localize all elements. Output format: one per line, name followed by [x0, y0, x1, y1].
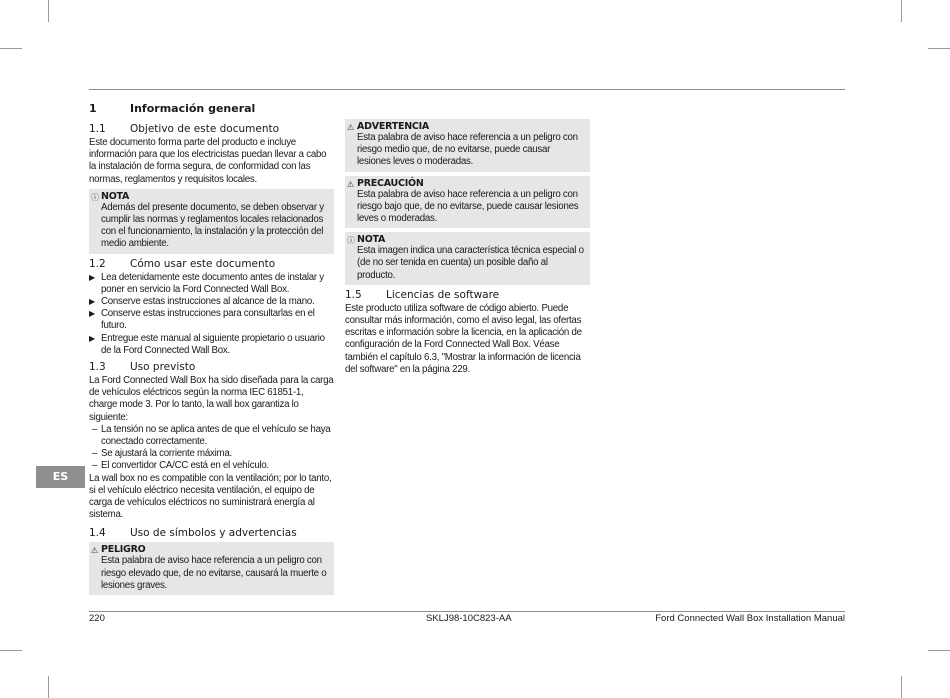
- triangle-bullet-icon: ▶: [89, 309, 95, 319]
- paragraph: Este documento forma parte del producto e incluye información para que los electricistas puedan llevar a cabo la instalación de forma segura, de conformidad con las normas, reglamentos y requisitos locales.: [89, 137, 327, 185]
- dash-list: [89, 424, 334, 473]
- paragraph: La Ford Connected Wall Box ha sido diseñada para la carga de vehículos eléctricos según la norma IEC 61851-1, charge mode 3. Por lo tanto, la wall box garantiza lo siguiente:: [89, 375, 334, 423]
- list-item: – Se ajustará la corriente máxima.: [92, 448, 232, 460]
- triangle-bullet-icon: ▶: [89, 297, 95, 307]
- document-code: SKLJ98-10C823-AA: [426, 613, 512, 624]
- note-box: ⓘ NOTA Además del presente documento, se deben observar y cumplir las normas y reglamentos locales relacionados con el funcionamiento, la instalación y la protección del medio ambiente.: [89, 189, 334, 254]
- list-item: ▶ Entregue este manual al siguiente propietario o usuario de la Ford Connected Wall Box.: [89, 332, 325, 356]
- crop-mark: [0, 48, 22, 49]
- step-list: [89, 272, 334, 357]
- list-item: ▶ Conserve estas instrucciones al alcance de la mano.: [89, 296, 315, 308]
- subsection-heading: 1.4 Uso de símbolos y advertencias: [89, 527, 297, 540]
- header-rule: [89, 89, 845, 90]
- triangle-bullet-icon: ▶: [89, 333, 95, 343]
- note-box: ⓘ NOTA Esta imagen indica una característica técnica especial o (de no ser tenida en cuenta) un posible daño al producto.: [345, 232, 590, 285]
- page-number: 220: [89, 613, 105, 624]
- info-icon: ⓘ: [91, 192, 99, 202]
- triangle-bullet-icon: ▶: [89, 272, 95, 282]
- info-icon: ⓘ: [347, 236, 355, 246]
- left-column: [89, 100, 334, 599]
- right-column: [345, 117, 590, 376]
- warning-triangle-icon: ⚠: [91, 546, 98, 556]
- crop-mark: [928, 48, 950, 49]
- list-item: ▶ Conserve estas instrucciones para consultarlas en el futuro.: [89, 308, 315, 332]
- crop-mark: [901, 676, 902, 698]
- manual-title: Ford Connected Wall Box Installation Manual: [655, 613, 845, 624]
- subsection-heading: 1.1 Objetivo de este documento: [89, 123, 280, 135]
- paragraph: Este producto utiliza software de código abierto. Puede consultar más información, como el aviso legal, las ofertas escritas e información sobre la licencia, en la aplicación de configuración de la Ford Connected Wall Box. Véase también el capítulo 6.3, "Mostrar la información de licencia del software" en la página 229.: [345, 302, 582, 375]
- crop-mark: [48, 676, 49, 698]
- danger-box: ⚠ PELIGRO Esta palabra de aviso hace referencia a un peligro con riesgo elevado que, de no evitarse, causará la muerte o lesiones graves.: [89, 542, 334, 595]
- list-item: – El convertidor CA/CC está en el vehículo.: [92, 460, 269, 472]
- crop-mark: [901, 0, 902, 22]
- list-item: ▶ Lea detenidamente este documento antes de instalar y poner en servicio la Ford Connected Wall Box.: [89, 271, 324, 295]
- list-item: – La tensión no se aplica antes de que el vehículo se haya conectado correctamente.: [92, 423, 331, 448]
- footer-rule: [89, 611, 845, 612]
- paragraph: La wall box no es compatible con la ventilación; por lo tanto, si el vehículo eléctrico necesita ventilación, el equipo de carga de vehículos eléctricos no suministrará energía al sistema.: [89, 472, 332, 521]
- language-tab[interactable]: ES: [36, 466, 85, 488]
- subsection-heading: 1.5 Licencias de software: [345, 288, 500, 301]
- caution-box: ⚠ PRECAUCIÓN Esta palabra de aviso hace referencia a un peligro con riesgo bajo que, de no evitarse, puede causar lesiones leves o moderadas.: [345, 176, 590, 229]
- section-heading: 1 Información general: [89, 102, 256, 115]
- warning-box: ⚠ ADVERTENCIA Esta palabra de aviso hace referencia a un peligro con riesgo medio que, de no evitarse, puede causar lesiones leves o moderadas.: [345, 119, 590, 172]
- subsection-heading: 1.2 Cómo usar este documento: [89, 257, 276, 270]
- warning-triangle-icon: ⚠: [347, 179, 354, 189]
- warning-triangle-icon: ⚠: [347, 123, 354, 132]
- crop-mark: [928, 650, 950, 651]
- crop-mark: [48, 0, 49, 22]
- crop-mark: [0, 650, 22, 651]
- subsection-heading: 1.3 Uso previsto: [89, 361, 196, 374]
